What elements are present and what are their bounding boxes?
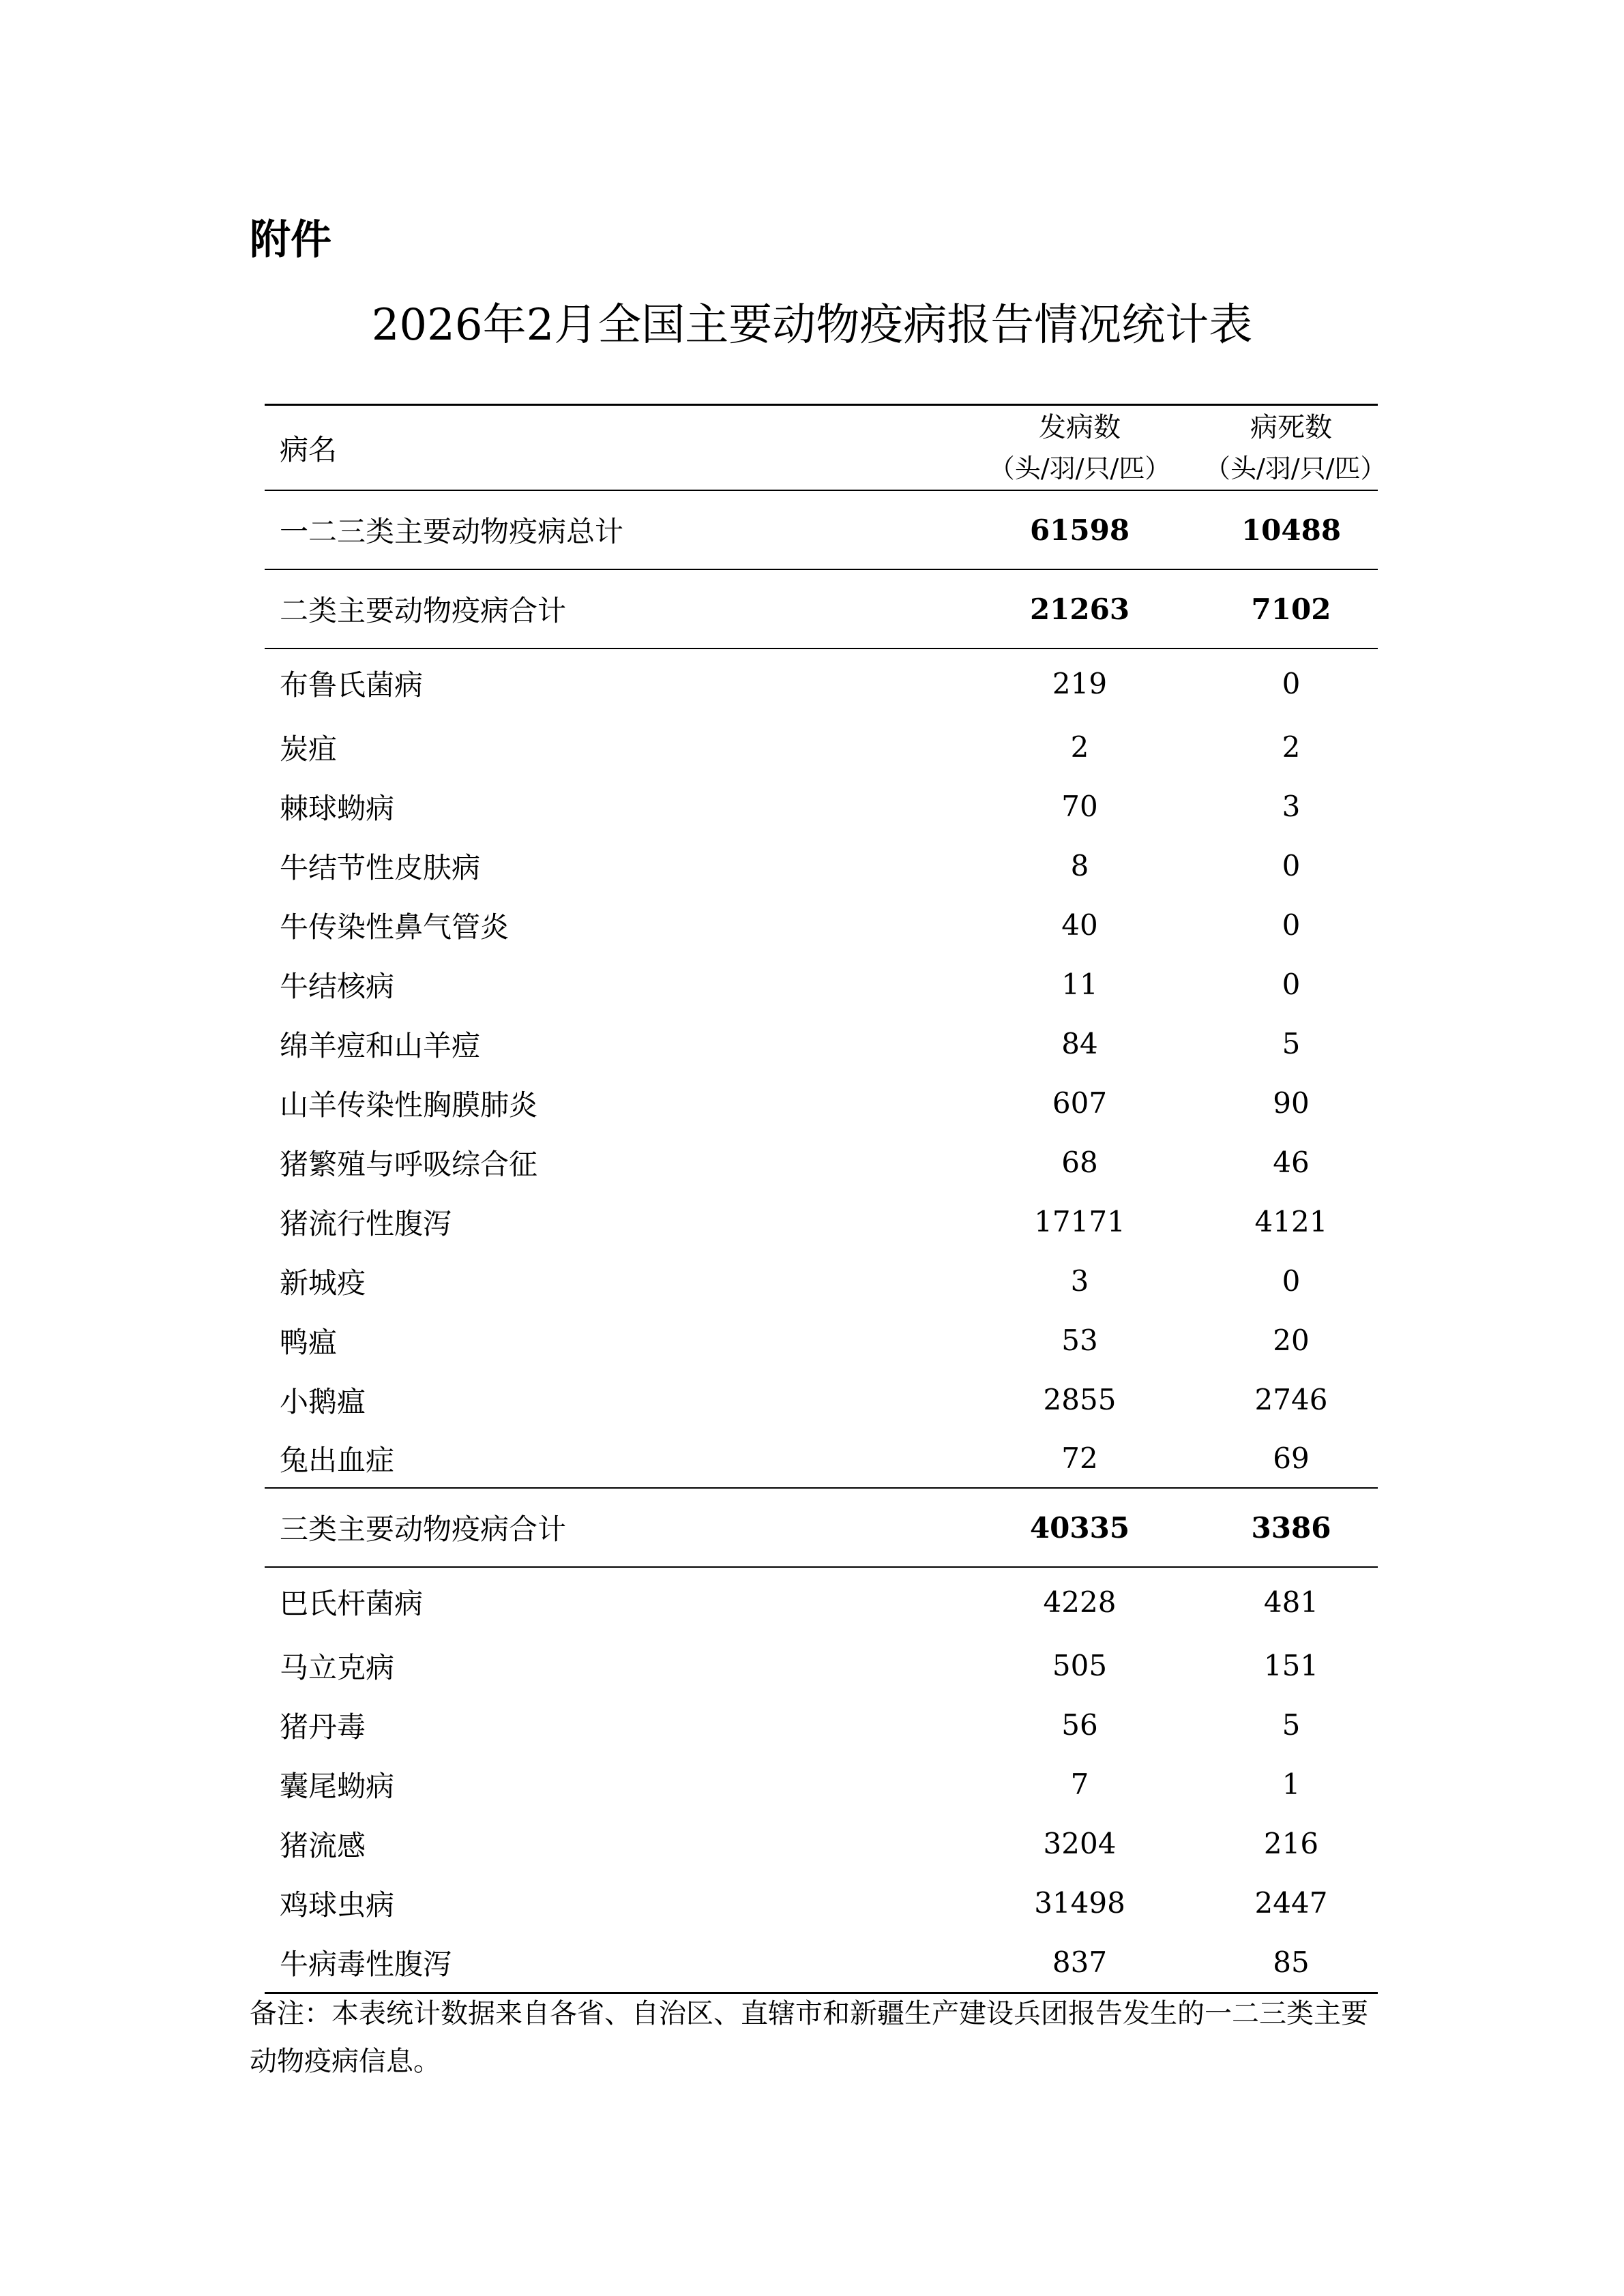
- row-deaths: 216: [1263, 1827, 1319, 1860]
- row-deaths: 481: [1263, 1585, 1319, 1619]
- row-incidence: 7: [1070, 1768, 1089, 1801]
- row-incidence: 56: [1061, 1708, 1098, 1742]
- row-name: 猪流行性腹泻: [280, 1206, 452, 1240]
- header-deaths-label: 病死数: [1250, 411, 1332, 443]
- row-deaths: 4121: [1254, 1205, 1328, 1238]
- table-row: [265, 1873, 1378, 1933]
- row-name: 猪繁殖与呼吸综合征: [280, 1147, 538, 1181]
- row-name: 新城疫: [280, 1266, 366, 1300]
- row-deaths: 2: [1282, 730, 1301, 764]
- row-deaths: 85: [1273, 1945, 1310, 1979]
- row-deaths: 5: [1282, 1708, 1301, 1742]
- row-deaths: 10488: [1241, 513, 1342, 547]
- page-title: 2026年2月全国主要动物疫病报告情况统计表: [371, 300, 1253, 351]
- row-incidence: 40: [1061, 908, 1098, 942]
- table-row: [265, 1755, 1378, 1814]
- row-incidence: 84: [1061, 1027, 1098, 1060]
- row-deaths: 69: [1273, 1442, 1310, 1475]
- row-name: 巴氏杆菌病: [280, 1587, 424, 1620]
- row-deaths: 20: [1273, 1324, 1310, 1357]
- row-incidence: 40335: [1029, 1510, 1130, 1545]
- table-row: [265, 1192, 1378, 1251]
- row-incidence: 2855: [1043, 1383, 1117, 1416]
- table-row: [265, 1133, 1378, 1192]
- header-incidence-label: 发病数: [1039, 411, 1121, 443]
- row-name: 炭疽: [280, 732, 338, 766]
- row-deaths: 0: [1282, 968, 1301, 1001]
- row-deaths: 5: [1282, 1027, 1301, 1060]
- table-row: [265, 955, 1378, 1014]
- attachment-label: 附件: [250, 216, 331, 264]
- row-incidence: 21263: [1029, 592, 1130, 626]
- row-incidence: 4228: [1043, 1585, 1117, 1619]
- table-row: [265, 777, 1378, 836]
- row-name: 小鹅瘟: [280, 1384, 366, 1418]
- class3-subtotal-row: [265, 1489, 1378, 1568]
- table-row: [265, 717, 1378, 777]
- row-deaths: 3: [1282, 790, 1301, 823]
- row-incidence: 61598: [1029, 513, 1130, 547]
- header-incidence-unit: （头/羽/只/匹）: [988, 453, 1171, 483]
- row-deaths: 7102: [1251, 592, 1331, 626]
- row-name: 猪流感: [280, 1828, 366, 1862]
- row-incidence: 3204: [1043, 1827, 1117, 1860]
- row-deaths: 46: [1273, 1146, 1310, 1179]
- table-row: [265, 1814, 1378, 1873]
- row-incidence: 607: [1052, 1086, 1108, 1120]
- table-row: [265, 1933, 1378, 1994]
- footnote: 备注：本表统计数据来自各省、自治区、直辖市和新疆生产建设兵团报告发生的一二三类主要动物疫病信息。: [250, 1998, 1368, 2077]
- row-deaths: 90: [1273, 1086, 1310, 1120]
- row-incidence: 31498: [1034, 1886, 1125, 1920]
- statistics-table: [265, 404, 1387, 1994]
- row-incidence: 72: [1061, 1442, 1098, 1475]
- table-row: [265, 1370, 1378, 1429]
- row-incidence: 3: [1070, 1264, 1089, 1298]
- table-row: [265, 1251, 1378, 1311]
- row-incidence: 2: [1070, 730, 1089, 764]
- row-name: 兔出血症: [280, 1443, 395, 1477]
- row-name: 牛结核病: [280, 969, 395, 1003]
- row-deaths: 3386: [1251, 1510, 1331, 1545]
- row-deaths: 2746: [1254, 1383, 1328, 1416]
- class2-subtotal-row: [265, 570, 1378, 649]
- row-name: 山羊传染性胸膜肺炎: [280, 1088, 538, 1122]
- row-incidence: 219: [1052, 666, 1108, 700]
- row-deaths: 2447: [1254, 1886, 1328, 1920]
- header-incidence: [955, 407, 1205, 489]
- row-incidence: 505: [1052, 1649, 1108, 1682]
- row-incidence: 68: [1061, 1146, 1098, 1179]
- row-name: 二类主要动物疫病合计: [280, 594, 567, 627]
- table-row: [265, 1311, 1378, 1370]
- table-row: [265, 1695, 1378, 1755]
- table-row: [265, 649, 1378, 717]
- row-name: 鸡球虫病: [280, 1888, 395, 1922]
- table-row: [265, 1636, 1378, 1695]
- row-incidence: 837: [1052, 1945, 1108, 1979]
- grand-total-row: [265, 491, 1378, 570]
- row-name: 棘球蚴病: [280, 791, 395, 825]
- row-deaths: 0: [1282, 849, 1301, 882]
- table-row: [265, 1073, 1378, 1133]
- row-name: 猪丹毒: [280, 1710, 366, 1744]
- row-name: 牛病毒性腹泻: [280, 1947, 452, 1981]
- row-deaths: 151: [1263, 1649, 1319, 1682]
- row-deaths: 0: [1282, 908, 1301, 942]
- row-incidence: 53: [1061, 1324, 1098, 1357]
- row-deaths: 1: [1282, 1768, 1301, 1801]
- row-name: 囊尾蚴病: [280, 1769, 395, 1803]
- row-name: 绵羊痘和山羊痘: [280, 1028, 481, 1062]
- header-name: 病名: [280, 432, 338, 466]
- table-row: [265, 836, 1378, 895]
- table-header: [265, 404, 1387, 491]
- table-row: [265, 1429, 1378, 1489]
- row-deaths: 0: [1282, 1264, 1301, 1298]
- row-name: 牛结节性皮肤病: [280, 850, 481, 884]
- row-incidence: 17171: [1034, 1205, 1125, 1238]
- row-incidence: 8: [1070, 849, 1089, 882]
- row-deaths: 0: [1282, 666, 1301, 700]
- table-row: [265, 1568, 1378, 1636]
- header-deaths: [1205, 407, 1387, 489]
- row-incidence: 11: [1061, 968, 1098, 1001]
- row-name: 一二三类主要动物疫病总计: [280, 515, 624, 548]
- row-incidence: 70: [1061, 790, 1098, 823]
- row-name: 牛传染性鼻气管炎: [280, 910, 510, 944]
- header-deaths-unit: （头/羽/只/匹）: [1205, 453, 1387, 483]
- row-name: 马立克病: [280, 1650, 395, 1684]
- table-row: [265, 895, 1378, 955]
- row-name: 鸭瘟: [280, 1325, 338, 1359]
- row-name: 三类主要动物疫病合计: [280, 1512, 567, 1546]
- table-row: [265, 1014, 1378, 1073]
- row-name: 布鲁氏菌病: [280, 668, 424, 702]
